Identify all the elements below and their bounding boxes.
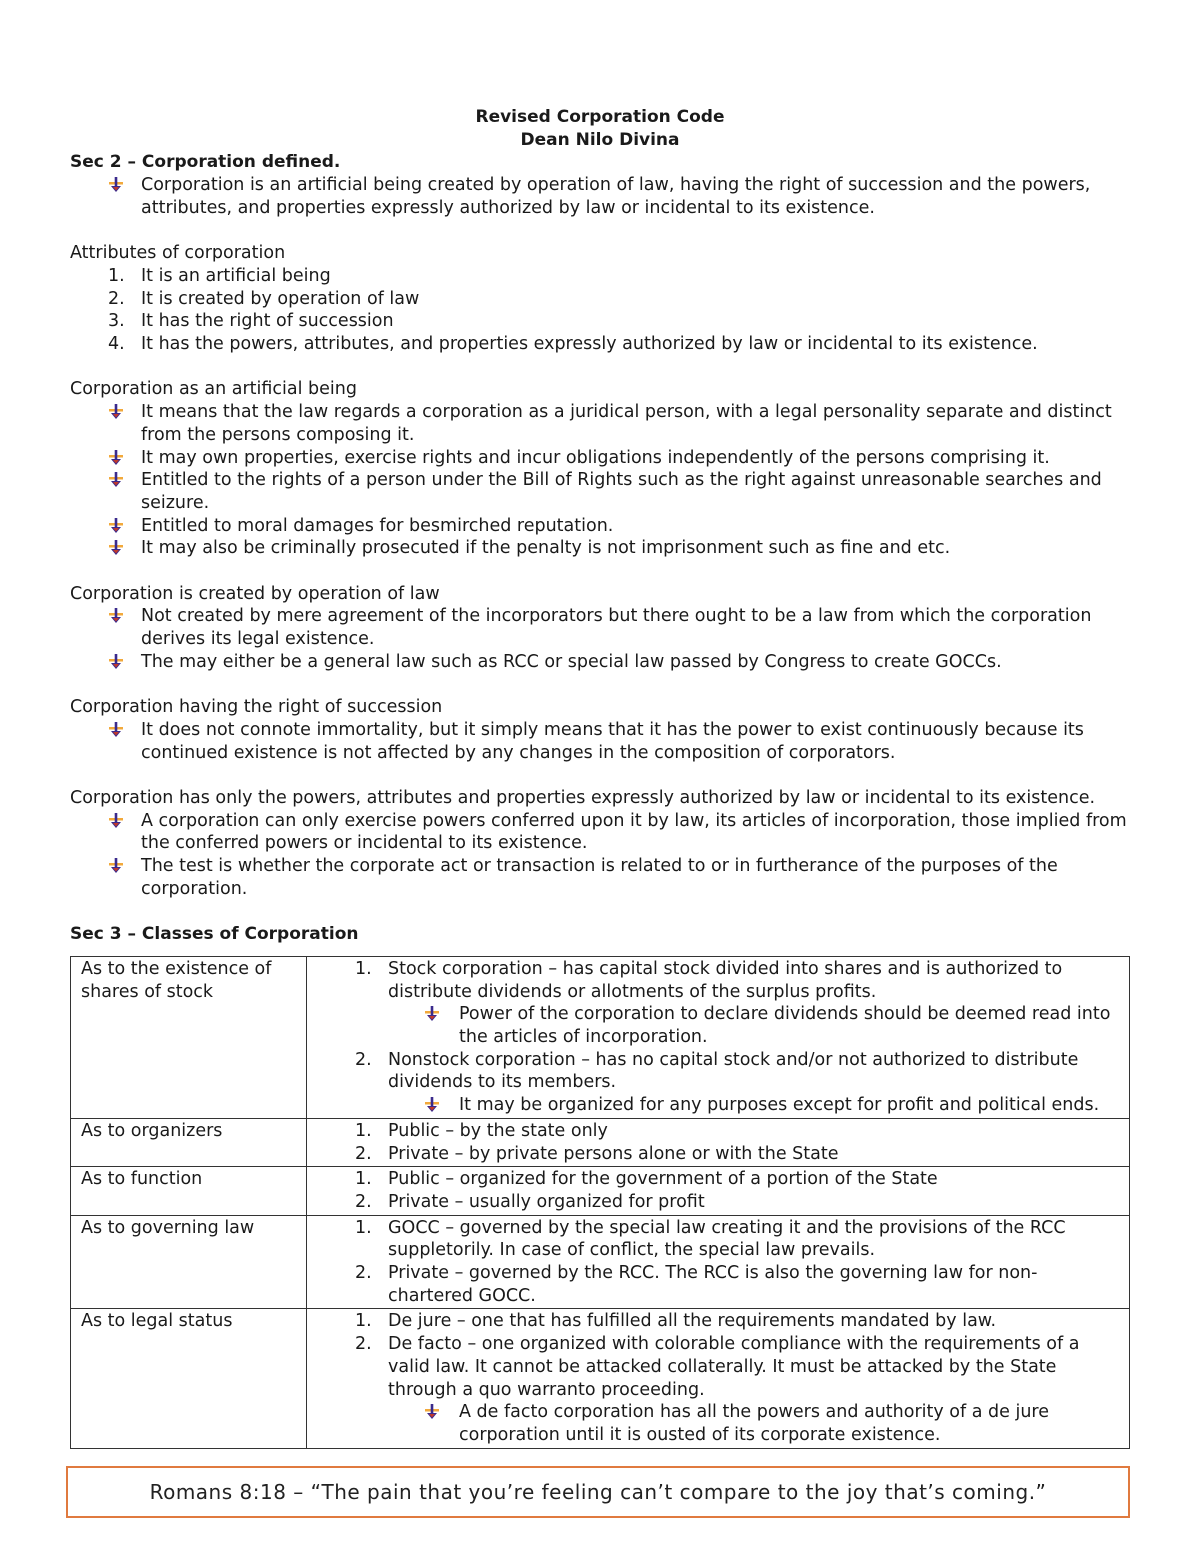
list-item: 2. Private – usually organized for profit — [355, 1191, 705, 1212]
table-cell-label: As to organizers — [71, 1118, 307, 1166]
doc-title: Revised Corporation Code — [475, 107, 725, 127]
list-item: 1. It is an artificial being — [108, 265, 331, 286]
arrow-bullet-icon — [108, 472, 124, 488]
attributes-list — [70, 265, 1130, 356]
table-cell-label: As to function — [71, 1167, 307, 1215]
classes-table — [70, 956, 1130, 1449]
attributes-heading: Attributes of corporation — [70, 243, 286, 264]
list-item: It may be organized for any purposes except for profit and political ends. — [388, 1094, 1119, 1117]
list-item: 1. Public – organized for the government of a portion of the State — [355, 1169, 938, 1190]
arrow-bullet-icon — [108, 722, 124, 738]
succession-list — [70, 719, 1130, 764]
document-page — [70, 106, 1130, 1449]
list-item: 2. Private – governed by the RCC. The RCC is also the governing law for non-chartered GOCC. — [355, 1263, 1038, 1306]
arrow-bullet-icon — [108, 608, 124, 624]
list-item: It means that the law regards a corporation as a juridical person, with a legal personality separate and distinct from the persons composing it. — [70, 401, 1130, 446]
list-item: A de facto corporation has all the powers and authority of a de jure corporation until it is ousted of its corporate existence. — [388, 1401, 1119, 1446]
table-cell-content — [307, 956, 1130, 1118]
operation-list — [70, 605, 1130, 673]
table-row — [71, 1167, 1130, 1215]
arrow-bullet-icon — [108, 177, 124, 193]
arrow-bullet-icon — [424, 1404, 440, 1420]
arrow-bullet-icon — [108, 654, 124, 670]
sec2-list — [70, 174, 1130, 219]
table-row — [71, 1118, 1130, 1166]
list-item: 3. It has the right of succession — [108, 311, 394, 332]
table-cell-content — [307, 1309, 1130, 1448]
table-row — [71, 1309, 1130, 1448]
operation-heading: Corporation is created by operation of law — [70, 583, 440, 604]
table-cell-label: As to legal status — [71, 1309, 307, 1448]
list-item: It does not connote immortality, but it simply means that it has the power to exist continuously because its continued existence is not affected by any changes in the composition of corporators. — [70, 719, 1130, 764]
quote-text: Romans 8:18 – “The pain that you’re feeling can’t compare to the joy that’s coming.” — [149, 1480, 1047, 1504]
arrow-bullet-icon — [424, 1006, 440, 1022]
artificial-list — [70, 401, 1130, 560]
table-cell-label: As to governing law — [71, 1215, 307, 1309]
artificial-heading: Corporation as an artificial being — [70, 379, 357, 400]
arrow-bullet-icon — [108, 450, 124, 466]
table-cell-content — [307, 1215, 1130, 1309]
list-item: 1. De jure – one that has fulfilled all the requirements mandated by law. — [355, 1311, 997, 1332]
list-item: Not created by mere agreement of the incorporators but there ought to be a law from which the corporation derives its legal existence. — [70, 605, 1130, 650]
table-cell-label: As to the existence of shares of stock — [71, 956, 307, 1118]
list-item: 2. Nonstock corporation – has no capital stock and/or not authorized to distribute dividends to its members. It may be organized for any purposes except for profit and political ends. — [317, 1049, 1119, 1117]
doc-author: Dean Nilo Divina — [520, 129, 680, 150]
table-cell-content — [307, 1167, 1130, 1215]
list-item: 2. De facto – one organized with colorable compliance with the requirements of a valid law. It cannot be attacked collaterally. It must be attacked by the State through a quo warranto proceeding. A de facto corporation has all the powers and authority of a de jure corporation until it is ousted of its corporate existence. — [317, 1333, 1119, 1447]
list-item: 1. GOCC – governed by the special law creating it and the provisions of the RCC suppletorily. In case of conflict, the special law prevails. — [355, 1217, 1066, 1261]
table-cell-content — [307, 1118, 1130, 1166]
sec3-heading: Sec 3 – Classes of Corporation — [70, 924, 359, 945]
powers-list — [70, 810, 1130, 901]
arrow-bullet-icon — [424, 1097, 440, 1113]
table-row — [71, 956, 1130, 1118]
quote-banner — [66, 1466, 1130, 1518]
list-item: Entitled to moral damages for besmirched reputation. — [70, 515, 1130, 538]
list-item: 2. It is created by operation of law — [108, 288, 420, 309]
list-item: 1. Stock corporation – has capital stock divided into shares and is authorized to distribute dividends or allotments of the surplus profits. Power of the corporation to declare dividends should be deemed read into the articles of incorporation. — [317, 958, 1119, 1049]
list-item: A corporation can only exercise powers conferred upon it by law, its articles of incorporation, those implied from the conferred powers or incidental to its existence. — [70, 810, 1130, 855]
arrow-bullet-icon — [108, 813, 124, 829]
list-item: 1. Public – by the state only — [355, 1120, 608, 1141]
list-item: It may also be criminally prosecuted if the penalty is not imprisonment such as fine and etc. — [70, 537, 1130, 560]
table-row — [71, 1215, 1130, 1309]
list-item: The may either be a general law such as RCC or special law passed by Congress to create GOCCs. — [70, 651, 1130, 674]
list-item: Corporation is an artificial being created by operation of law, having the right of succession and the powers, attributes, and properties expressly authorized by law or incidental to its existence. — [70, 174, 1130, 219]
list-item: 4. It has the powers, attributes, and properties expressly authorized by law or incidental to its existence. — [108, 334, 1038, 355]
list-item: Entitled to the rights of a person under the Bill of Rights such as the right against unreasonable searches and seizure. — [70, 469, 1130, 514]
sec2-heading: Sec 2 – Corporation defined. — [70, 152, 341, 173]
list-item: The test is whether the corporate act or transaction is related to or in furtherance of the purposes of the corporation. — [70, 855, 1130, 900]
arrow-bullet-icon — [108, 540, 124, 556]
list-item: It may own properties, exercise rights and incur obligations independently of the persons comprising it. — [70, 447, 1130, 470]
arrow-bullet-icon — [108, 518, 124, 534]
arrow-bullet-icon — [108, 858, 124, 874]
succession-heading: Corporation having the right of succession — [70, 697, 443, 718]
arrow-bullet-icon — [108, 404, 124, 420]
list-item: 2. Private – by private persons alone or with the State — [355, 1143, 839, 1164]
list-item: Power of the corporation to declare dividends should be deemed read into the articles of incorporation. — [388, 1003, 1119, 1048]
powers-heading: Corporation has only the powers, attributes and properties expressly authorized by law or incidental to its existence. — [70, 788, 1096, 809]
